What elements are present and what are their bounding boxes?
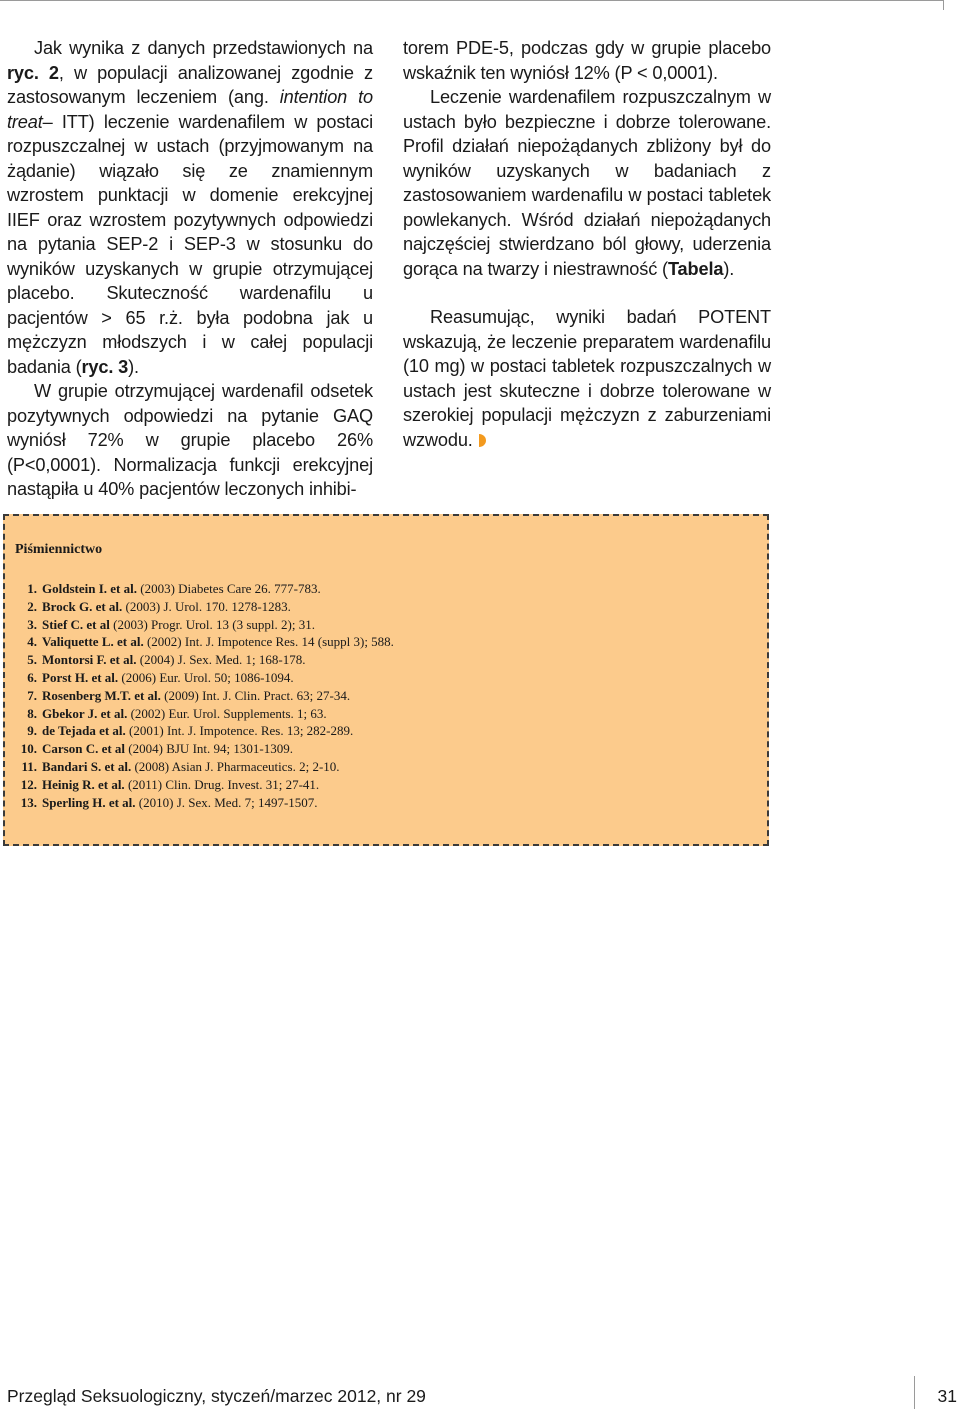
reference-item xyxy=(11,740,394,758)
itt-term: intention to treat xyxy=(7,87,373,132)
article-right-column xyxy=(403,36,771,452)
reference-number: 10. xyxy=(20,741,37,757)
reference-authors: Porst H. et al. xyxy=(42,669,119,685)
references-title: Piśmiennictwo xyxy=(15,542,103,557)
reference-authors: Stief C. et al xyxy=(42,616,110,632)
reference-item xyxy=(11,598,394,616)
reference-authors: Gbekor J. et al. xyxy=(42,705,128,721)
reference-source: (2003) Progr. Urol. 13 (3 suppl. 2); 31. xyxy=(109,616,315,632)
reference-source: (2003) Diabetes Care 26. 777-783. xyxy=(136,581,321,596)
reference-item xyxy=(11,758,394,776)
reference-item xyxy=(11,651,394,669)
reference-authors: Valiquette L. et al. xyxy=(42,634,144,650)
reference-number: 12. xyxy=(20,776,37,792)
reference-authors: Goldstein I. et al. xyxy=(42,581,137,596)
footer-rule xyxy=(914,1376,915,1409)
reference-authors: Carson C. et al xyxy=(42,741,126,757)
reference-number: 11. xyxy=(21,758,37,774)
reference-item xyxy=(11,776,394,794)
reference-authors: Rosenberg M.T. et al. xyxy=(42,687,161,703)
reference-source: (2011) Clin. Drug. Invest. 31; 27-41. xyxy=(124,776,320,792)
reference-item xyxy=(11,633,394,651)
reference-source: (2008) Asian J. Pharmaceutics. 2; 2-10. xyxy=(131,758,340,774)
article-left-column xyxy=(7,36,373,502)
reference-authors: de Tejada et al. xyxy=(42,723,126,739)
reference-source: (2010) J. Sex. Med. 7; 1497-1507. xyxy=(135,794,318,810)
figure-ref-2: ryc. 2 xyxy=(7,62,59,83)
reference-number: 6. xyxy=(27,669,37,685)
reference-source: (2004) BJU Int. 94; 1301-1309. xyxy=(125,741,293,757)
reference-item xyxy=(11,705,394,723)
references-list xyxy=(11,580,394,811)
reference-source: (2003) J. Urol. 170. 1278-1283. xyxy=(122,598,291,614)
paragraph-gaq-continued: torem PDE-5, podczas gdy w grupie placebo wskaźnik ten wyniósł 12% (P < 0,0001). xyxy=(403,38,771,83)
reference-item xyxy=(11,687,394,705)
paragraph-efficacy: Jak wynika z danych przedstawionych na ryc. 2, w populacji analizowanej zgodnie z zastosowanym leczeniem (ang. intention to treat– ITT) leczenie wardenafilem w postaci rozpuszczalnej w ustach (przyjmowanym na żądanie) wiązało się ze znamiennym wzrostem punktacji w domenie erekcyjnej IIEF oraz wzrostem pozytywnych odpowiedzi na pytania SEP-2 i SEP-3 w stosunku do wyników uzyskanych w grupie otrzymującej placebo. Skuteczność wardenafilu u pacjentów > 65 r.ż. była podobna jak u mężczyzn młodszych i w całej populacji badania (ryc. 3). xyxy=(7,38,373,377)
reference-source: (2006) Eur. Urol. 50; 1086-1094. xyxy=(118,669,294,685)
reference-authors: Montorsi F. et al. xyxy=(42,652,137,668)
reference-number: 5. xyxy=(27,652,37,668)
paragraph-gaq: W grupie otrzymującej wardenafil odsetek pozytywnych odpowiedzi na pytanie GAQ wyniósł 72% w grupie placebo 26% (P<0,0001). Normalizacja funkcji erekcyjnej nastąpiła u 40% pacjentów leczonych inhibi- xyxy=(7,381,373,499)
reference-source: (2004) J. Sex. Med. 1; 168-178. xyxy=(136,652,306,668)
reference-number: 4. xyxy=(27,634,37,650)
reference-item xyxy=(11,722,394,740)
reference-authors: Heinig R. et al. xyxy=(42,776,125,792)
reference-item xyxy=(11,580,394,598)
reference-number: 13. xyxy=(20,794,37,810)
reference-number: 7. xyxy=(27,687,37,703)
reference-item xyxy=(11,794,394,812)
reference-source: (2002) Int. J. Impotence Res. 14 (suppl 3); 588. xyxy=(143,634,394,650)
reference-item xyxy=(11,669,394,687)
reference-authors: Bandari S. et al. xyxy=(42,758,132,774)
reference-source: (2002) Eur. Urol. Supplements. 1; 63. xyxy=(127,705,327,721)
reference-source: (2009) Int. J. Clin. Pract. 63; 27-34. xyxy=(160,687,351,703)
reference-number: 9. xyxy=(27,723,37,739)
page-number: 31 xyxy=(937,1386,957,1406)
paragraph-summary: Reasumując, wyniki badań POTENT wskazują, że leczenie preparatem wardenafilu (10 mg) w postaci tabletek rozpuszczalnych w ustach jest skuteczne i dobrze tolerowane w szerokiej populacji mężczyzn z zaburzeniami wzwodu. xyxy=(403,307,771,450)
reference-authors: Brock G. et al. xyxy=(42,598,123,614)
reference-number: 8. xyxy=(27,705,37,721)
end-of-article-icon xyxy=(479,434,486,447)
reference-item xyxy=(11,616,394,634)
top-rule xyxy=(0,0,944,10)
journal-citation: Przegląd Seksuologiczny, styczeń/marzec 2012, nr 29 xyxy=(7,1386,426,1406)
reference-number: 3. xyxy=(27,616,37,632)
reference-number: 1. xyxy=(27,581,37,596)
reference-number: 2. xyxy=(27,598,37,614)
references-box xyxy=(3,514,769,846)
figure-ref-3: ryc. 3 xyxy=(81,356,129,377)
reference-source: (2001) Int. J. Impotence. Res. 13; 282-289. xyxy=(125,723,354,739)
reference-authors: Sperling H. et al. xyxy=(42,794,136,810)
paragraph-safety: Leczenie wardenafilem rozpuszczalnym w ustach było bezpieczne i dobrze tolerowane. Profil działań niepożądanych zbliżony był do wyników uzyskanych w badaniach z zastosowaniem wardenafilu w postaci tabletek powlekanych. Wśród działań niepożądanych najczęściej stwierdzano ból głowy, uderzenia gorąca na twarzy i niestrawność (Tabela). xyxy=(403,87,771,279)
table-ref: Tabela xyxy=(667,258,724,279)
